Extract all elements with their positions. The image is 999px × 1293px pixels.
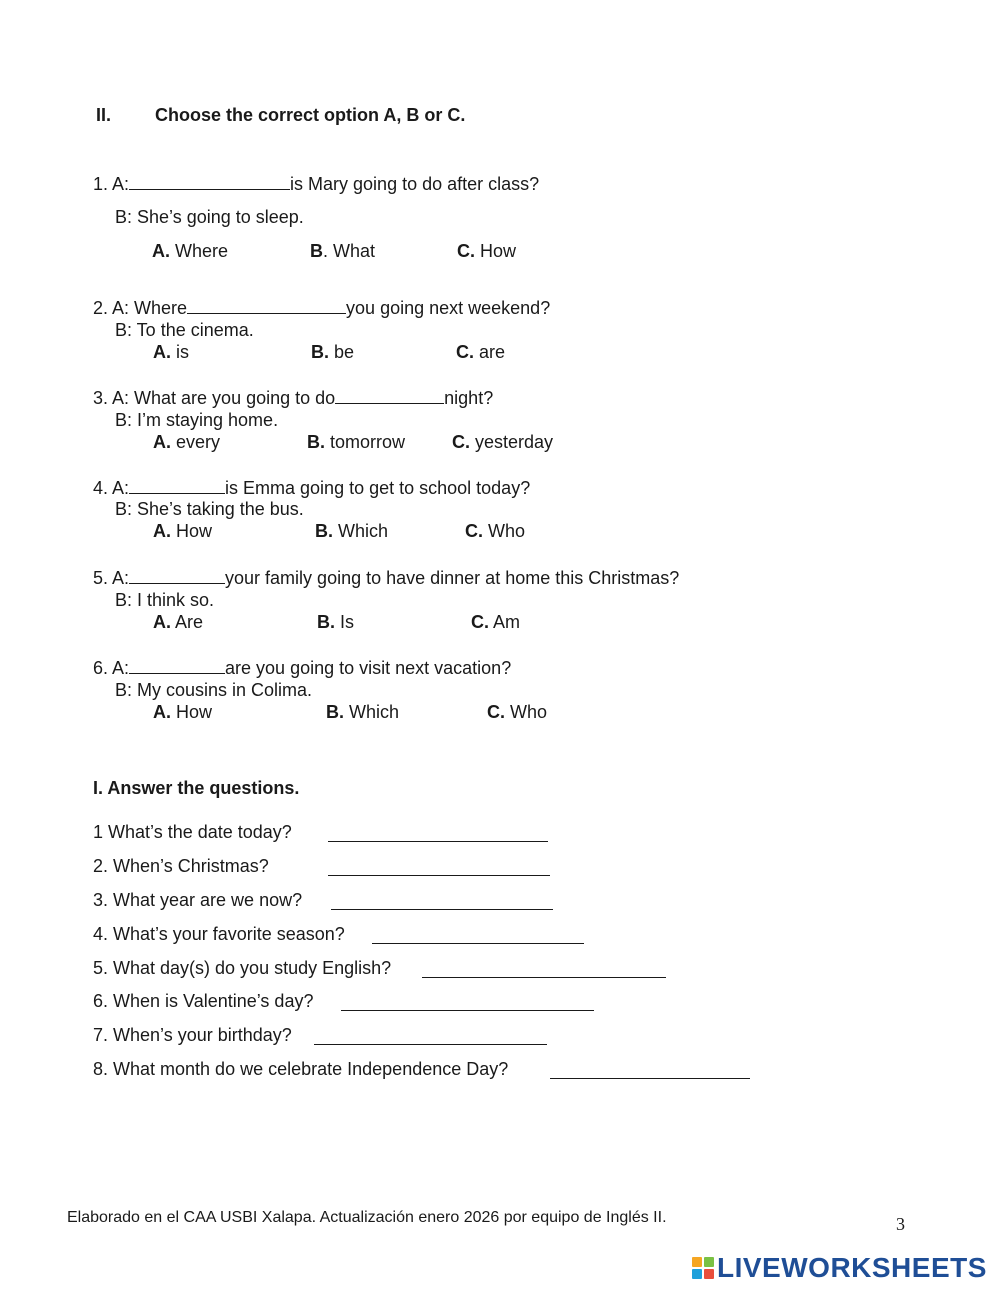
liveworksheets-logo xyxy=(692,1252,987,1284)
question-1-suffix: is Mary going to do after class? xyxy=(290,174,540,194)
question-1-prefix: 1. A: xyxy=(93,174,130,194)
question-2-option-b[interactable]: B. be xyxy=(311,342,355,362)
liveworksheets-logo-text: LIVEWORKSHEETS xyxy=(717,1252,987,1283)
question-5-b: B: I think so. xyxy=(115,590,215,610)
question-2-a xyxy=(93,297,550,319)
question-6-prefix: 6. A: xyxy=(93,658,130,678)
question-2-blank[interactable] xyxy=(187,297,346,314)
question-5-suffix: your family going to have dinner at home this Christmas? xyxy=(225,568,680,588)
question-1-b: B: She’s going to sleep. xyxy=(115,207,304,227)
question-4-prefix: 4. A: xyxy=(93,478,130,498)
question-5-blank[interactable] xyxy=(129,567,225,584)
question-1-a xyxy=(93,173,539,195)
question-4-option-a[interactable]: A. How xyxy=(153,521,213,541)
question-6-option-a[interactable]: A. How xyxy=(153,702,213,722)
question-3-suffix: night? xyxy=(444,388,494,408)
question-5-option-b[interactable]: B. Is xyxy=(317,612,355,632)
question-3-option-b[interactable]: B. tomorrow xyxy=(307,432,406,452)
answer-line-8[interactable] xyxy=(550,1078,750,1079)
question-1-option-a[interactable]: A. Where xyxy=(152,241,229,261)
logo-square-4 xyxy=(704,1269,714,1279)
answer-line-1[interactable] xyxy=(328,841,548,842)
question-6-blank[interactable] xyxy=(129,657,225,674)
question-5-option-c[interactable]: C. Am xyxy=(471,612,521,632)
section-1-title: I. Answer the questions. xyxy=(93,778,300,798)
question-3-option-c[interactable]: C. yesterday xyxy=(452,432,554,452)
question-3-a xyxy=(93,387,493,409)
question-2-option-a[interactable]: A. is xyxy=(153,342,189,362)
question-2-suffix: you going next weekend? xyxy=(346,298,551,318)
question-5-prefix: 5. A: xyxy=(93,568,130,588)
question-2-b: B: To the cinema. xyxy=(115,320,254,340)
answer-line-4[interactable] xyxy=(372,943,584,944)
question-4-suffix: is Emma going to get to school today? xyxy=(225,478,531,498)
answer-line-7[interactable] xyxy=(314,1044,547,1045)
question-3-b: B: I’m staying home. xyxy=(115,410,279,430)
answer-question-8: 8. What month do we celebrate Independence Day? xyxy=(93,1059,509,1079)
liveworksheets-logo-icon xyxy=(692,1257,714,1279)
logo-square-2 xyxy=(704,1257,714,1267)
question-4-a xyxy=(93,477,530,499)
question-2-option-c[interactable]: C. are xyxy=(456,342,506,362)
question-3-option-a[interactable]: A. every xyxy=(153,432,221,452)
section-2-title: Choose the correct option A, B or C. xyxy=(155,105,466,125)
answer-question-4: 4. What’s your favorite season? xyxy=(93,924,345,944)
question-6-b: B: My cousins in Colima. xyxy=(115,680,313,700)
answer-line-3[interactable] xyxy=(331,909,553,910)
answer-question-6: 6. When is Valentine’s day? xyxy=(93,991,314,1011)
question-4-option-c[interactable]: C. Who xyxy=(465,521,526,541)
question-5-a xyxy=(93,567,679,589)
question-5-option-a[interactable]: A. Are xyxy=(153,612,204,632)
question-3-prefix: 3. A: What are you going to do xyxy=(93,388,336,408)
answer-question-3: 3. What year are we now? xyxy=(93,890,303,910)
question-6-a xyxy=(93,657,511,679)
logo-square-1 xyxy=(692,1257,702,1267)
answer-line-5[interactable] xyxy=(422,977,666,978)
question-2-prefix: 2. A: Where xyxy=(93,298,188,318)
question-6-option-c[interactable]: C. Who xyxy=(487,702,548,722)
page-number: 3 xyxy=(896,1214,905,1234)
question-1-option-b[interactable]: B. What xyxy=(310,241,376,261)
logo-square-3 xyxy=(692,1269,702,1279)
footer-credit: Elaborado en el CAA USBI Xalapa. Actualización enero 2026 por equipo de Inglés II. xyxy=(67,1209,667,1226)
answer-question-7: 7. When’s your birthday? xyxy=(93,1025,292,1045)
question-3-blank[interactable] xyxy=(335,387,444,404)
answer-question-5: 5. What day(s) do you study English? xyxy=(93,958,392,978)
answer-line-6[interactable] xyxy=(341,1010,594,1011)
answer-question-2: 2. When’s Christmas? xyxy=(93,856,269,876)
section-2-number: II. xyxy=(96,105,112,125)
answer-line-2[interactable] xyxy=(328,875,550,876)
answer-question-1: 1 What’s the date today? xyxy=(93,822,292,842)
question-6-option-b[interactable]: B. Which xyxy=(326,702,400,722)
question-4-option-b[interactable]: B. Which xyxy=(315,521,389,541)
question-6-suffix: are you going to visit next vacation? xyxy=(225,658,512,678)
question-1-option-c[interactable]: C. How xyxy=(457,241,517,261)
question-1-blank[interactable] xyxy=(129,173,290,190)
question-4-b: B: She’s taking the bus. xyxy=(115,499,304,519)
question-4-blank[interactable] xyxy=(129,477,225,494)
